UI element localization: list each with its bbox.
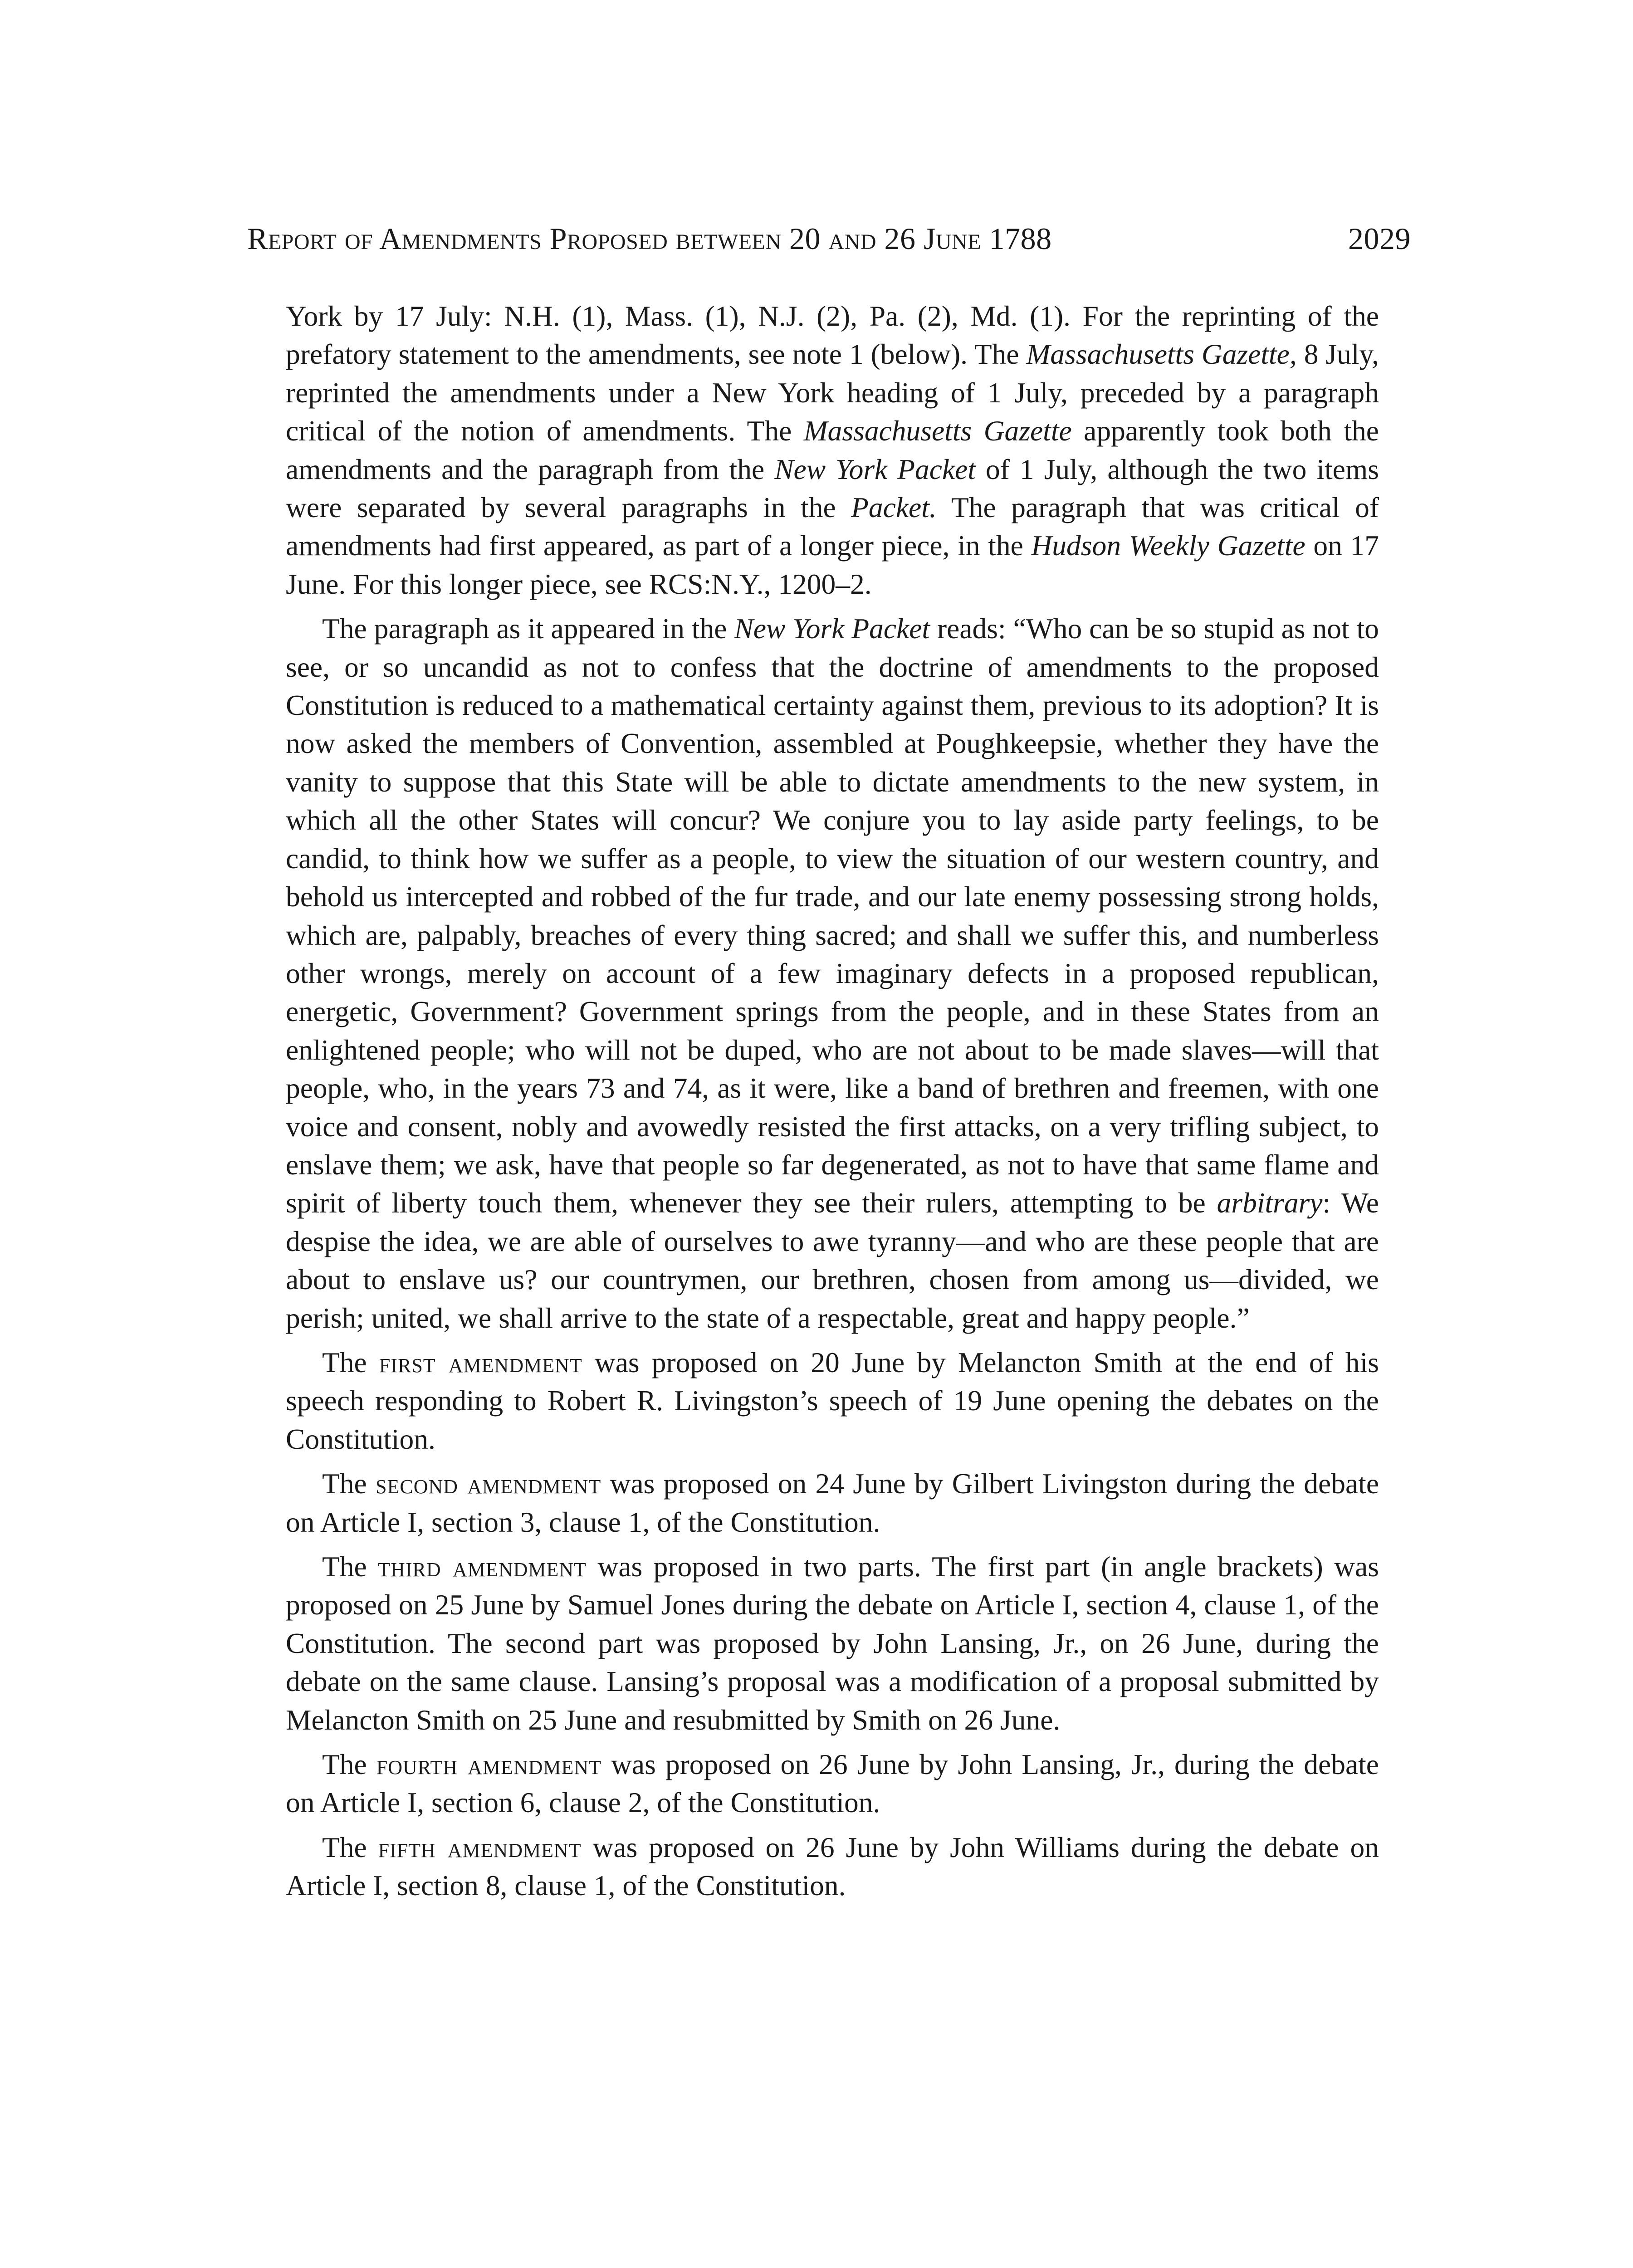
text-run: The: [322, 1346, 379, 1378]
paragraph-fifth-amendment: [286, 1828, 1379, 1905]
italic-title: Hudson Weekly Gazette: [1031, 529, 1305, 562]
paragraph-continued: [286, 297, 1379, 603]
amendment-label: fourth amendment: [376, 1748, 602, 1781]
text-run: reads: “Who can be so stupid as not to see, or so uncandid as not to confess that the doctrine of amendments to the proposed Constitution is reduced to a mathematical certainty against them, previous to its adoption? It is now asked the members of Convention, assembled at Poughkeepsie, whether they have the vanity to suppose that this State will be able to dictate amendments to the new system, in which all the other States will concur? We conjure you to lay aside party feelings, to be candid, to think how we suffer as a people, to view the situation of our western country, and behold us intercepted and robbed of the fur trade, and our late enemy possessing strong holds, which are, palpably, breaches of every thing sacred; and shall we suffer this, and numberless other wrongs, merely on account of a few imaginary defects in a proposed republican, energetic, Government? Government springs from the people, and in these States from an enlightened people; who will not be duped, who are not about to be made slaves—will that people, who, in the years 73 and 74, as it were, like a band of brethren and freemen, with one voice and consent, nobly and avowedly resisted the first attacks, on a very trifling subject, to enslave them; we ask, have that people so far degenerated, as not to have that same flame and spirit of liberty touch them, whenever they see their rulers, attempting to be: [286, 612, 1379, 1219]
paragraph-quotation: [286, 610, 1379, 1337]
text-run: York by 17 July: N.H. (1), Mass. (1), N.J. (2), Pa. (2), Md. (1). For the reprinting of the prefatory statement to the amendments, see note 1 (below). The: [286, 300, 1379, 371]
text-run: 8 July, reprinted the amendments under a New York heading of 1 July, preceded by a paragraph critical of the notion of amendments. The: [286, 338, 1379, 447]
text-run: The: [322, 1467, 376, 1500]
amendment-label: fifth amendment: [378, 1831, 582, 1863]
text-run: was proposed on 20 June by Melancton Smith at the end of his speech responding to Robert R. Livingston’s speech of 19 June opening the debates on the Constitution.: [286, 1346, 1379, 1455]
italic-title: New York Packet: [774, 453, 976, 485]
text-run: was proposed on 26 June by John Lansing, Jr., during the debate on Article I, section 6, clause 2, of the Constitution.: [286, 1748, 1379, 1819]
running-head: [247, 220, 1411, 257]
body-text: [286, 297, 1379, 1911]
text-run: was proposed on 24 June by Gilbert Livingston during the debate on Article I, section 3, clause 1, of the Constitution.: [286, 1467, 1379, 1538]
paragraph-third-amendment: [286, 1548, 1379, 1739]
text-run: The: [322, 1831, 378, 1863]
amendment-label: third amendment: [378, 1550, 587, 1583]
page-number: 2029: [1348, 221, 1411, 256]
text-run: The: [322, 1550, 378, 1583]
italic-title: Massachusetts Gazette: [803, 415, 1072, 447]
text-run: The: [322, 1748, 376, 1781]
text-run: apparently took both the amendments and the paragraph from the: [286, 415, 1379, 485]
text-run: was proposed on 26 June by John Williams during the debate on Article I, section 8, clause 1, of the Constitution.: [286, 1831, 1379, 1902]
text-run: The paragraph that was critical of amendments had first appeared, as part of a longer piece, in the: [286, 491, 1379, 562]
italic-title: New York Packet: [734, 612, 930, 645]
text-run: The paragraph as it appeared in the: [322, 612, 734, 645]
text-run: on 17 June. For this longer piece, see RCS:N.Y., 1200–2.: [286, 529, 1379, 600]
text-run: of 1 July, although the two items were separated by several paragraphs in the: [286, 453, 1379, 524]
italic-title: Packet.: [851, 491, 937, 524]
text-run: was proposed in two parts. The first part (in angle brackets) was proposed on 25 June by Samuel Jones during the debate on Article I, section 4, clause 1, of the Constitution. The second part was proposed by John Lansing, Jr., on 26 June, during the debate on the same clause. Lansing’s proposal was a modification of a proposal submitted by Melancton Smith on 25 June and resubmitted by Smith on 26 June.: [286, 1550, 1379, 1736]
amendment-label: second amendment: [376, 1467, 601, 1500]
paragraph-fourth-amendment: [286, 1745, 1379, 1822]
italic-word: arbitrary: [1217, 1187, 1323, 1219]
text-run: : We despise the idea, we are able of ourselves to awe tyranny—and who are these people that are about to enslave us? our countrymen, our brethren, chosen from among us—divided, we perish; united, we shall arrive to the state of a respectable, great and happy people.”: [286, 1187, 1379, 1334]
amendment-label: first amendment: [379, 1346, 582, 1378]
running-head-title: Report of Amendments Proposed between 20 and 26 June 1788: [247, 221, 1052, 256]
paragraph-second-amendment: [286, 1465, 1379, 1541]
italic-title: Massachusetts Gazette,: [1026, 338, 1297, 371]
paragraph-first-amendment: [286, 1344, 1379, 1458]
